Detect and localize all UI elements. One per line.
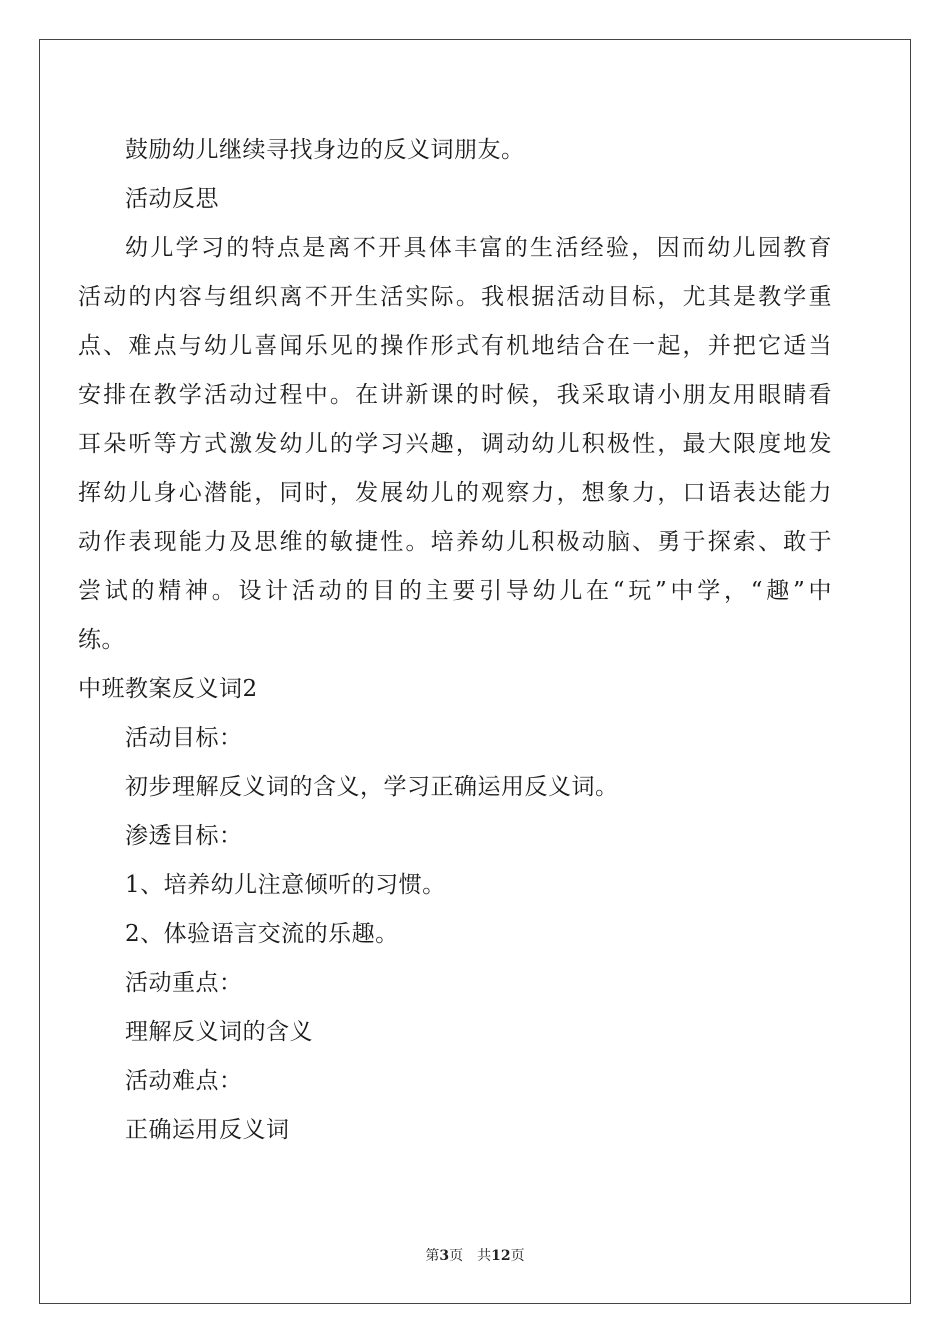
list-item: 2、体验语言交流的乐趣。: [125, 921, 399, 947]
section-heading: 活动难点：: [125, 1068, 243, 1094]
paragraph-line: 安排在教学活动过程中。在讲新课的时候，我采取请小朋友用眼睛看: [78, 382, 832, 408]
paragraph-line: 挥幼儿身心潜能，同时，发展幼儿的观察力，想象力，口语表达能力: [78, 480, 832, 506]
section-heading: 活动反思: [125, 186, 219, 212]
section-heading: 活动重点：: [125, 970, 243, 996]
lesson-title: 中班教案反义词2: [78, 676, 258, 702]
page-footer: [0, 1246, 950, 1266]
section-heading: 活动目标：: [125, 725, 243, 751]
total-pages-label: 共12页: [477, 1248, 525, 1264]
paragraph-line: 理解反义词的含义: [125, 1019, 313, 1045]
paragraph-line: 点、难点与幼儿喜闻乐见的操作形式有机地结合在一起，并把它适当: [78, 333, 832, 359]
paragraph-line: 动作表现能力及思维的敏捷性。培养幼儿积极动脑、勇于探索、敢于: [78, 529, 832, 555]
paragraph-line: 耳朵听等方式激发幼儿的学习兴趣，调动幼儿积极性，最大限度地发: [78, 431, 832, 457]
paragraph-line: 正确运用反义词: [125, 1117, 290, 1143]
paragraph-line: 初步理解反义词的含义，学习正确运用反义词。: [125, 774, 619, 800]
page-number-label: 第3页: [425, 1248, 464, 1264]
paragraph-line: 鼓励幼儿继续寻找身边的反义词朋友。: [125, 137, 525, 163]
section-heading: 渗透目标：: [125, 823, 243, 849]
paragraph-line: 幼儿学习的特点是离不开具体丰富的生活经验，因而幼儿园教育: [125, 235, 832, 261]
paragraph-line: 活动的内容与组织离不开生活实际。我根据活动目标，尤其是教学重: [78, 284, 832, 310]
list-item: 1、培养幼儿注意倾听的习惯。: [125, 872, 446, 898]
paragraph-line: 练。: [78, 627, 125, 653]
paragraph-line: 尝试的精神。设计活动的目的主要引导幼儿在“玩”中学，“趣”中: [78, 578, 832, 604]
